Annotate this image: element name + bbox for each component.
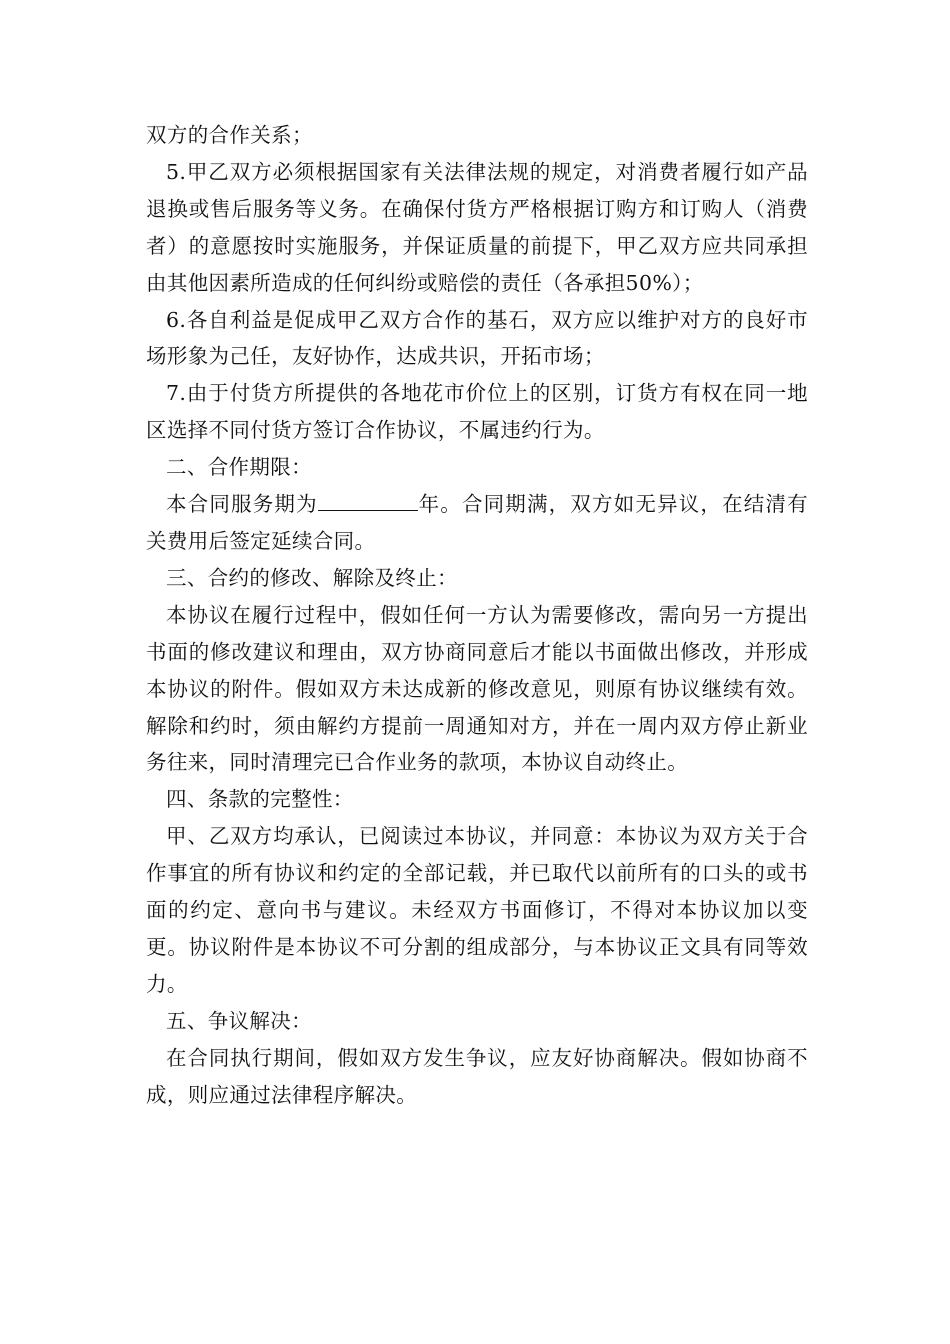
paragraph-continuation: 双方的合作关系；	[146, 123, 313, 147]
term-text-before: 本合同服务期为	[166, 492, 318, 517]
section-heading-term: 二、合作期限：	[166, 455, 312, 480]
term-text-after: 年。合同期满，双方如无异议，在结清有关费用后签定延续合同。	[146, 492, 808, 553]
section-heading-dispute: 五、争议解决：	[166, 1008, 312, 1033]
clause-5: 5.甲乙双方必须根据国家有关法律法规的规定，对消费者履行如产品退换或售后服务等义务。在确保付货方严格根据订购方和订购人（消费者）的意愿按时实施服务，并保证质量的前提下，甲乙双方应共同承担由其他因素所造成的任何纠纷或赔偿的责任（各承担50%）；	[146, 159, 808, 295]
modification-paragraph: 本协议在履行过程中，假如任何一方认为需要修改，需向另一方提出书面的修改建议和理由，双方协商同意后才能以书面做出修改，并形成本协议的附件。假如双方未达成新的修改意见，则原有协议继续有效。解除和约时，须由解约方提前一周通知对方，并在一周内双方停止新业务往来，同时清理完已合作业务的款项，本协议自动终止。	[146, 602, 808, 775]
clause-6: 6.各自利益是促成甲乙双方合作的基石，双方应以维护对方的良好市场形象为己任，友好协作，达成共识，开拓市场；	[146, 307, 808, 369]
term-paragraph	[146, 486, 808, 560]
section-heading-integrity: 四、条款的完整性：	[166, 787, 354, 812]
section-heading-modification: 三、合约的修改、解除及终止：	[166, 565, 458, 590]
term-years-blank	[318, 492, 418, 511]
clause-7: 7.由于付货方所提供的各地花市价位上的区别，订货方有权在同一地区选择不同付货方签订合作协议，不属违约行为。	[146, 381, 808, 443]
document-body	[146, 117, 808, 1113]
integrity-paragraph: 甲、乙双方均承认，已阅读过本协议，并同意：本协议为双方关于合作事宜的所有协议和约定的全部记载，并已取代以前所有的口头的或书面的约定、意向书与建议。未经双方书面修订，不得对本协议加以变更。协议附件是本协议不可分割的组成部分，与本协议正文具有同等效力。	[146, 824, 808, 996]
dispute-paragraph: 在合同执行期间，假如双方发生争议，应友好协商解决。假如协商不成，则应通过法律程序解决。	[146, 1045, 808, 1107]
